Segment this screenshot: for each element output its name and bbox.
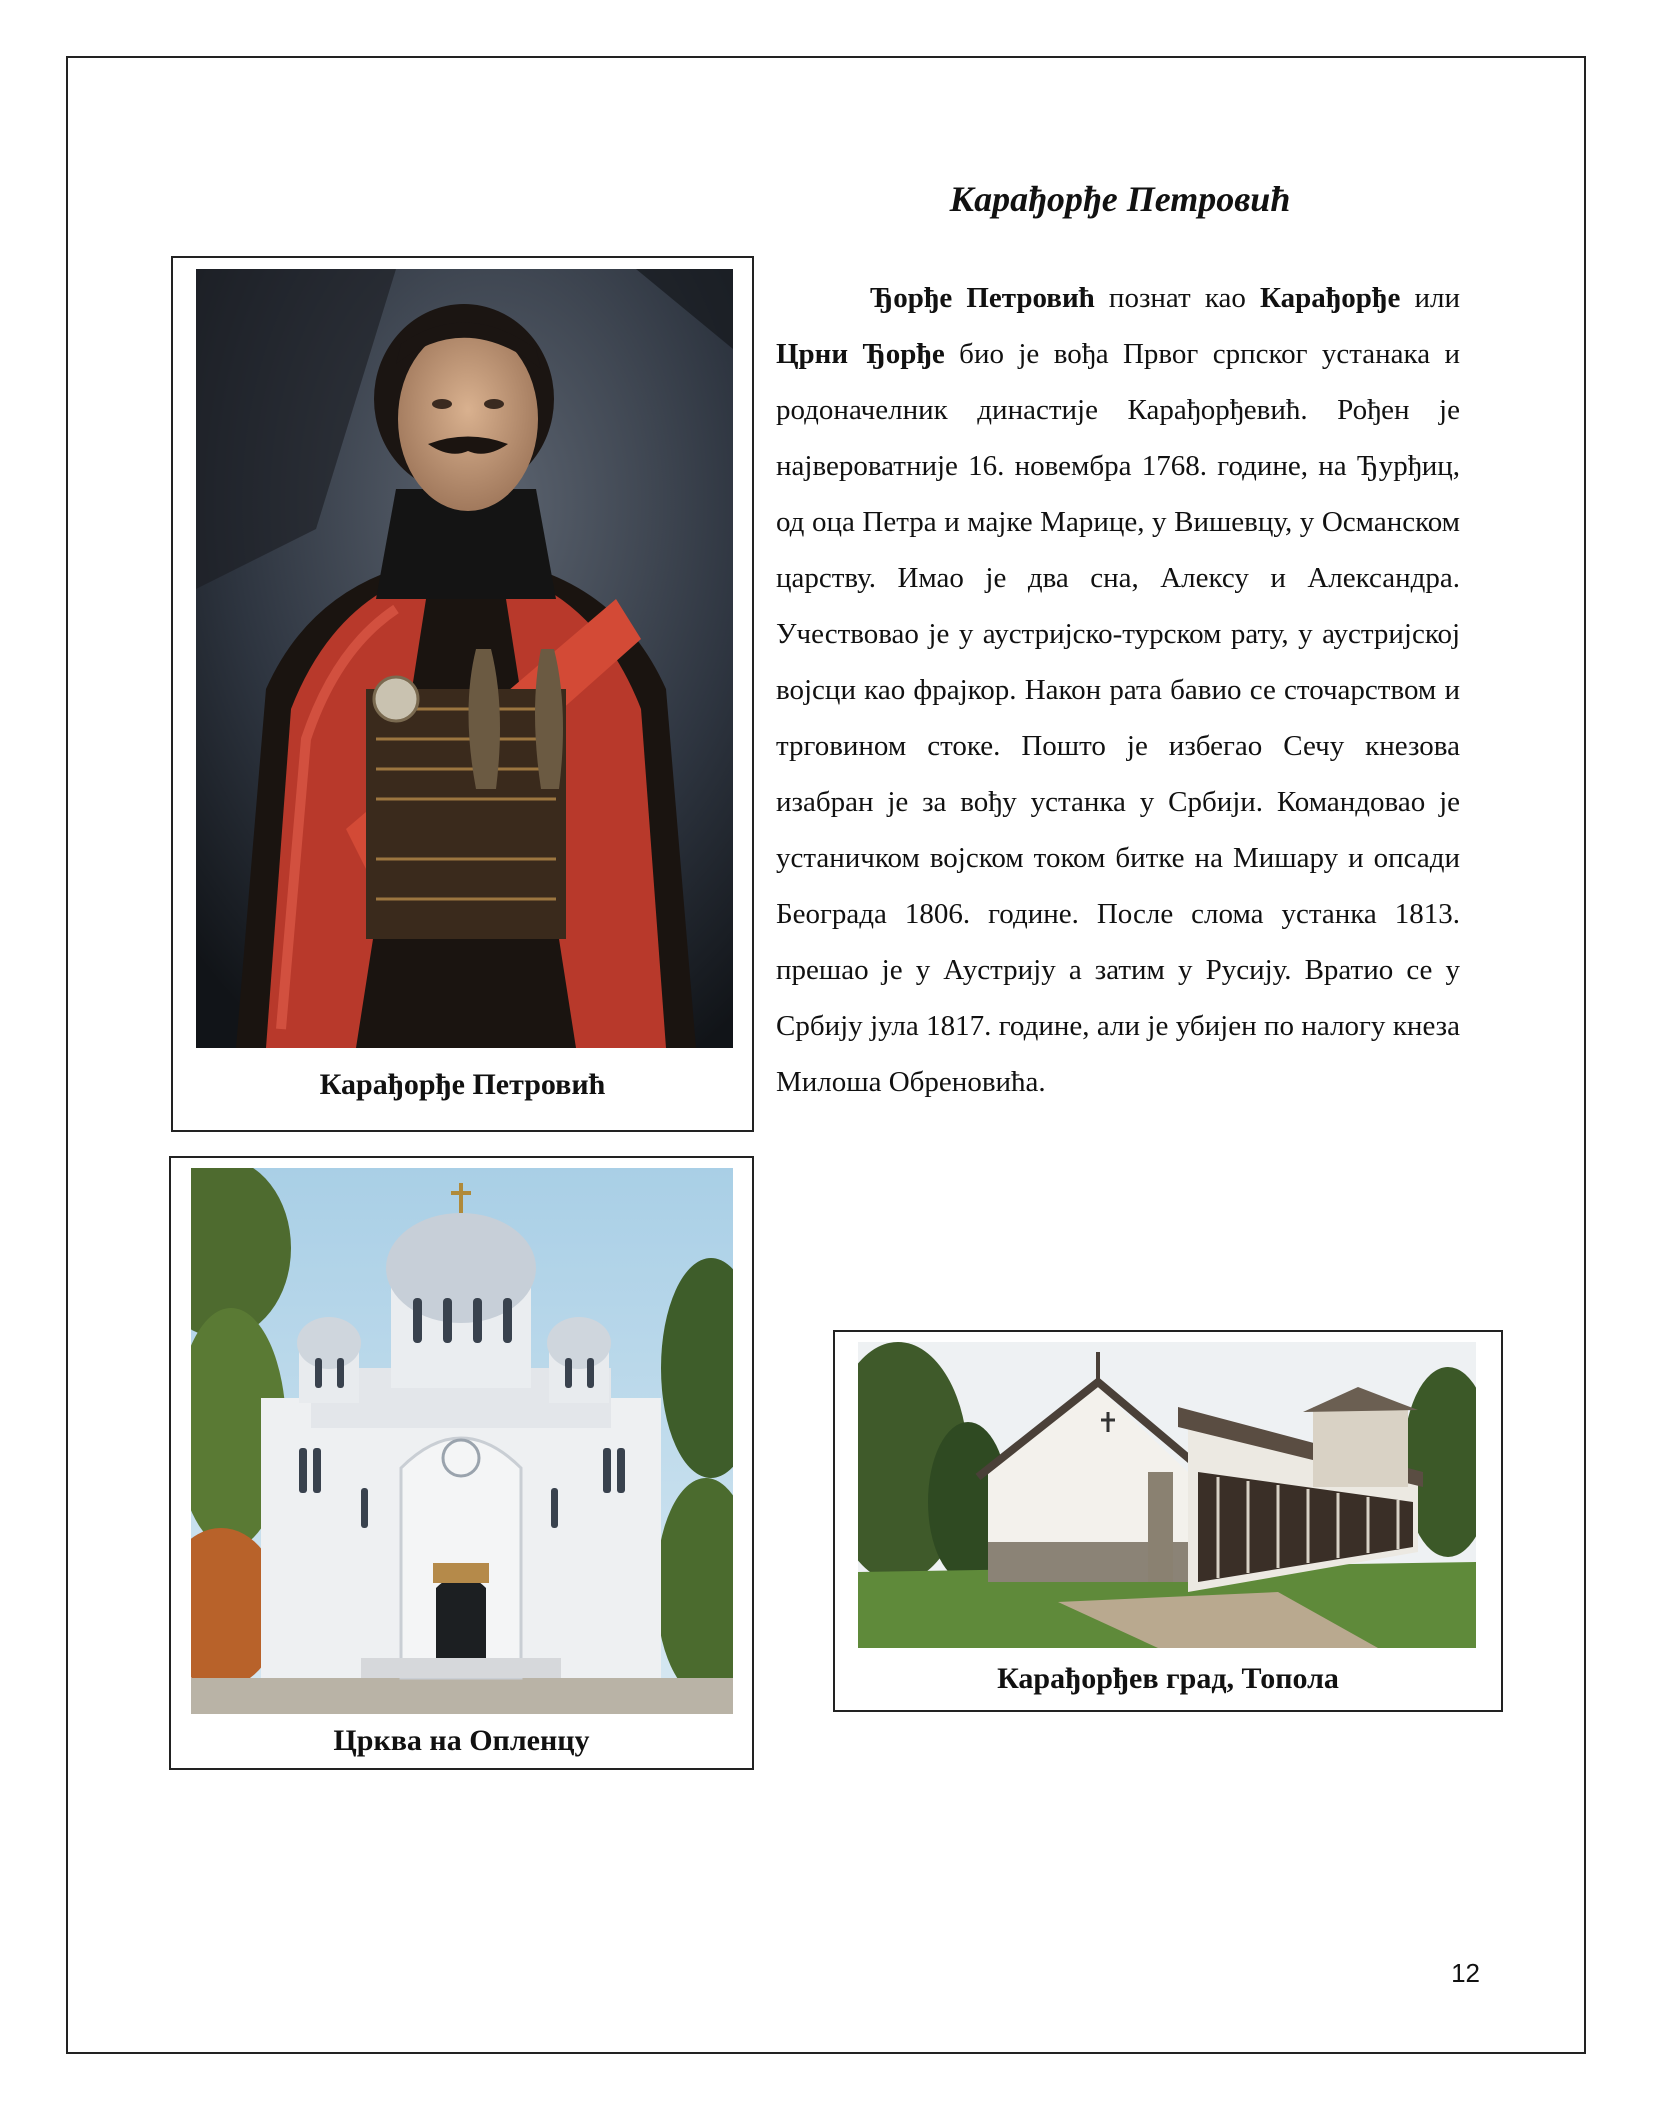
portrait-figure xyxy=(171,256,754,1132)
town-image xyxy=(858,1342,1476,1648)
text-segment: био је вођа Првог српског устанака и родоначелник династије Карађорђевић. Рођен је највероватније 16. новембра 1768. године, на Ђурђиц, од оца Петра и мајке Марице, у Вишевцу, у Османском царству. Имао је два сна, Алексу и Александра. Учествовао је у аустријско-турском рату, у аустријској војсци као фрајкор. Након рата бавио се сточарством и трговином стоке. Пошто је избегао Сечу кнезова изабран је за вођу устанка у Србији. Командовао је устаничком војском током битке на Мишару и опсади Београда 1806. године. После слома устанка 1813. прешао је у Аустрију а затим у Русију. Вратио се у Србију јула 1817. године, али је убијен по налогу кнеза Милоша Обреновића. xyxy=(776,338,1460,1098)
church-image xyxy=(191,1168,733,1714)
church-caption: Црква на Опленцу xyxy=(333,1724,590,1757)
town-caption: Карађорђев град, Топола xyxy=(997,1662,1339,1695)
page-number: 12 xyxy=(1451,1958,1480,1988)
page-title: Карађорђе Петровић xyxy=(949,179,1291,219)
bold-name-djordje: Ђорђе Петровић xyxy=(870,282,1095,314)
bold-name-crni-djordje: Црни Ђорђе xyxy=(776,338,945,370)
text-segment: или xyxy=(1400,282,1461,314)
text-segment: познат као xyxy=(1094,282,1260,314)
bold-name-karadjordje: Карађорђе xyxy=(1259,282,1401,314)
portrait-image xyxy=(196,269,733,1048)
portrait-caption: Карађорђе Петровић xyxy=(319,1068,606,1101)
town-figure xyxy=(833,1330,1503,1712)
church-figure xyxy=(169,1156,754,1770)
biography-paragraph xyxy=(776,270,1460,1110)
